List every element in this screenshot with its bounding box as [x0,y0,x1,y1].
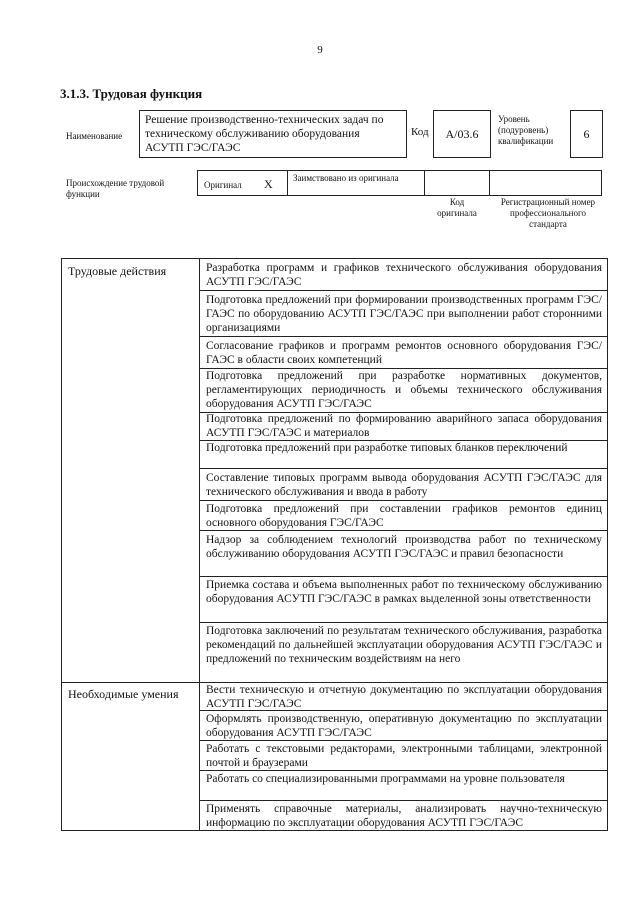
labor-actions-label: Трудовые действия [68,264,167,278]
code-box [433,110,491,158]
skill-item: Работать с текстовыми редакторами, электронными таблицами, электронной почтой и браузерами [206,743,602,769]
level-box [570,110,603,158]
name-label: Наименование [66,131,123,141]
code-label: Код [411,126,429,138]
borrowed-label: Заимствовано из оригинала [293,173,399,183]
action-item: Подготовка предложений по формированию аварийного запаса оборудования АСУТП ГЭС/ГАЭС и материалов [206,413,602,439]
action-item: Надзор за соблюдением технологий производства работ по техническому обслуживанию оборудования АСУТП ГЭС/ГАЭС и правил безопасности [206,534,602,560]
origin-label: Происхождение трудовой функции [66,178,165,199]
action-item: Составление типовых программ вывода оборудования АСУТП ГЭС/ГАЭС для технического обслуживания и ввода в работу [206,472,602,498]
action-item: Разработка программ и графиков технического обслуживания оборудования АСУТП ГЭС/ГАЭС [206,262,602,288]
skill-item: Оформлять производственную, оперативную документацию по эксплуатации оборудования АСУТП ГЭС/ГАЭС [206,713,602,739]
code-original-caption: Код оригинала [437,197,477,218]
level-value: 6 [583,127,590,141]
action-item: Подготовка предложений при разработке нормативных документов, регламентирующих периодичность и объемы технического обслуживания оборудования АСУТП ГЭС/ГАЭС [206,370,602,410]
original-mark: X [264,177,273,191]
skill-item: Работать со специализированными программами на уровне пользователя [206,773,565,785]
action-item: Подготовка предложений при формировании производственных программ ГЭС/ГАЭС по оборудованию АСУТП ГЭС/ГАЭС при выполнении работ сторонними организациями [206,294,602,334]
name-box [139,110,407,158]
skill-item: Вести техническую и отчетную документацию по эксплуатации оборудования АСУТП ГЭС/ГАЭС [206,684,602,710]
action-item: Приемка состава и объема выполненных работ по техническому обслуживанию оборудования АСУТП ГЭС/ГАЭС в рамках выделенной зоны ответственности [206,579,602,605]
function-name: Решение производственно-технических задач по техническому обслуживанию оборудования АСУТП ГЭС/ГАЭС [145,114,384,154]
code-value: A/03.6 [445,127,479,141]
required-skills-label: Необходимые умения [68,687,179,701]
section-title: 3.1.3. Трудовая функция [60,86,203,101]
original-label: Оригинал [204,180,242,190]
action-item: Подготовка заключений по результатам технического обслуживания, разработка рекомендаций по дальнейшей эксплуатации оборудования АСУТП ГЭС/ГАЭС и предложений по техническим воздействиям на него [206,625,602,665]
page-number: 9 [317,44,323,56]
level-label: Уровень (подуровень) квалификации [498,114,554,146]
action-item: Согласование графиков и программ ремонтов основного оборудования ГЭС/ГАЭС в области своих компетенций [206,340,602,366]
action-item: Подготовка предложений при разработке типовых бланков переключений [206,442,568,454]
skill-item: Применять справочные материалы, анализировать научно-техническую информацию по эксплуатации оборудования АСУТП ГЭС/ГАЭС [206,803,602,829]
reg-number-caption: Регистрационный номер профессионального стандарта [500,197,596,229]
action-item: Подготовка предложений при составлении графиков ремонтов единиц основного оборудования ГЭС/ГАЭС [206,503,602,529]
